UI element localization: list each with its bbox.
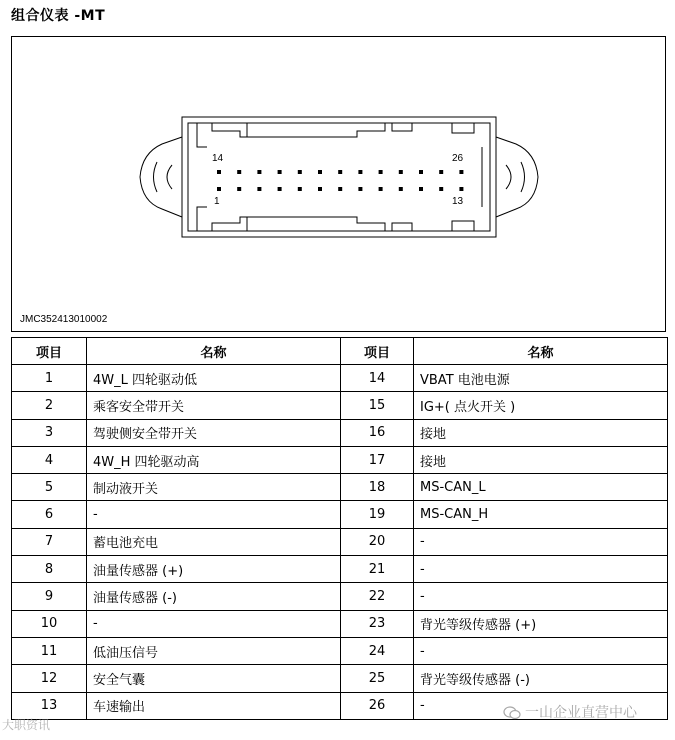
pin-name: 4W_H 四轮驱动高 <box>87 446 341 473</box>
table-row <box>12 556 668 583</box>
pin-number: 20 <box>341 528 414 555</box>
pin-number: 18 <box>341 474 414 501</box>
pin-dot <box>278 170 282 174</box>
pin-dot <box>358 187 362 191</box>
pin-name: 接地 <box>414 446 668 473</box>
pin-number: 16 <box>341 419 414 446</box>
pin-name: - <box>414 556 668 583</box>
pin-dot <box>399 170 403 174</box>
pin-number: 12 <box>12 665 87 692</box>
pin-number: 1 <box>12 365 87 392</box>
pin-name: VBAT 电池电源 <box>414 365 668 392</box>
pin-name: 乘客安全带开关 <box>87 392 341 419</box>
pin-number: 25 <box>341 665 414 692</box>
table-header-row <box>12 338 668 365</box>
pin-name: 背光等级传感器 (-) <box>414 665 668 692</box>
pin-dot <box>298 170 302 174</box>
pin-name: 车速输出 <box>87 692 341 719</box>
pin-label-13: 13 <box>452 196 464 207</box>
connector-drawing <box>12 37 667 333</box>
pin-number: 5 <box>12 474 87 501</box>
pin-number: 19 <box>341 501 414 528</box>
pin-name: - <box>414 692 668 719</box>
page-title: 组合仪表 -MT <box>11 8 106 24</box>
pin-number: 7 <box>12 528 87 555</box>
pin-label-26: 26 <box>452 153 464 164</box>
pin-dot <box>298 187 302 191</box>
table-row <box>12 365 668 392</box>
figure-code: JMC352413010002 <box>20 314 108 325</box>
pin-name: - <box>87 501 341 528</box>
wechat-icon <box>503 706 521 720</box>
pin-dot <box>459 187 463 191</box>
pin-dot <box>419 170 423 174</box>
pin-number: 23 <box>341 610 414 637</box>
pin-label-14: 14 <box>212 153 224 164</box>
pin-dot <box>358 170 362 174</box>
pin-dot <box>217 170 221 174</box>
pin-number: 6 <box>12 501 87 528</box>
watermark-left: 大职资讯 <box>2 718 51 732</box>
pin-name: 接地 <box>414 419 668 446</box>
table-row <box>12 665 668 692</box>
table-row <box>12 528 668 555</box>
header-name-2: 名称 <box>414 338 668 365</box>
table-row <box>12 501 668 528</box>
pin-number: 21 <box>341 556 414 583</box>
pin-dot <box>237 187 241 191</box>
pin-dot <box>237 170 241 174</box>
pin-name: 制动液开关 <box>87 474 341 501</box>
pin-dot <box>399 187 403 191</box>
pin-name: 4W_L 四轮驱动低 <box>87 365 341 392</box>
pin-dot <box>379 187 383 191</box>
table-row <box>12 637 668 664</box>
pin-name: - <box>414 528 668 555</box>
pin-dot <box>459 170 463 174</box>
pin-name: - <box>414 637 668 664</box>
pin-name: - <box>87 610 341 637</box>
pin-name: IG+( 点火开关 ) <box>414 392 668 419</box>
pin-table-body <box>12 365 668 720</box>
pin-number: 24 <box>341 637 414 664</box>
pin-number: 26 <box>341 692 414 719</box>
pin-number: 8 <box>12 556 87 583</box>
right-mounting-ear <box>496 137 538 217</box>
pin-number: 2 <box>12 392 87 419</box>
pin-dot <box>338 170 342 174</box>
pin-number: 4 <box>12 446 87 473</box>
pin-label-1: 1 <box>214 196 220 207</box>
table-row <box>12 474 668 501</box>
table-row <box>12 446 668 473</box>
pin-number: 22 <box>341 583 414 610</box>
pin-dot <box>439 187 443 191</box>
pin-name: 油量传感器 (+) <box>87 556 341 583</box>
pin-dot <box>318 187 322 191</box>
connector-housing <box>182 117 496 237</box>
pin-name: 驾驶侧安全带开关 <box>87 419 341 446</box>
pin-number: 9 <box>12 583 87 610</box>
watermark-right-text: 一山企业直营中心 <box>525 705 637 721</box>
pin-number: 11 <box>12 637 87 664</box>
pin-dot <box>257 187 261 191</box>
table-row <box>12 419 668 446</box>
table-row <box>12 583 668 610</box>
pin-dot <box>257 170 261 174</box>
pin-number: 13 <box>12 692 87 719</box>
table-row <box>12 610 668 637</box>
pin-dot <box>318 170 322 174</box>
pin-number: 10 <box>12 610 87 637</box>
pin-grid <box>217 170 463 191</box>
header-item-2: 项目 <box>341 338 414 365</box>
pin-name: MS-CAN_L <box>414 474 668 501</box>
left-mounting-ear <box>140 137 182 217</box>
pin-number: 14 <box>341 365 414 392</box>
header-item-1: 项目 <box>12 338 87 365</box>
watermark-right <box>503 702 637 722</box>
pin-name: 蓄电池充电 <box>87 528 341 555</box>
pin-name: MS-CAN_H <box>414 501 668 528</box>
pin-dot <box>419 187 423 191</box>
pin-number: 3 <box>12 419 87 446</box>
pin-name: 低油压信号 <box>87 637 341 664</box>
pin-dot <box>439 170 443 174</box>
table-row <box>12 392 668 419</box>
pin-name: 油量传感器 (-) <box>87 583 341 610</box>
pin-dot <box>379 170 383 174</box>
pin-number: 17 <box>341 446 414 473</box>
pin-dot <box>278 187 282 191</box>
pin-dot <box>217 187 221 191</box>
pin-number: 15 <box>341 392 414 419</box>
pin-dot <box>338 187 342 191</box>
header-name-1: 名称 <box>87 338 341 365</box>
pin-name: 背光等级传感器 (+) <box>414 610 668 637</box>
connector-diagram <box>11 36 666 332</box>
pin-name: 安全气囊 <box>87 665 341 692</box>
pin-name: - <box>414 583 668 610</box>
pin-table <box>11 337 668 720</box>
